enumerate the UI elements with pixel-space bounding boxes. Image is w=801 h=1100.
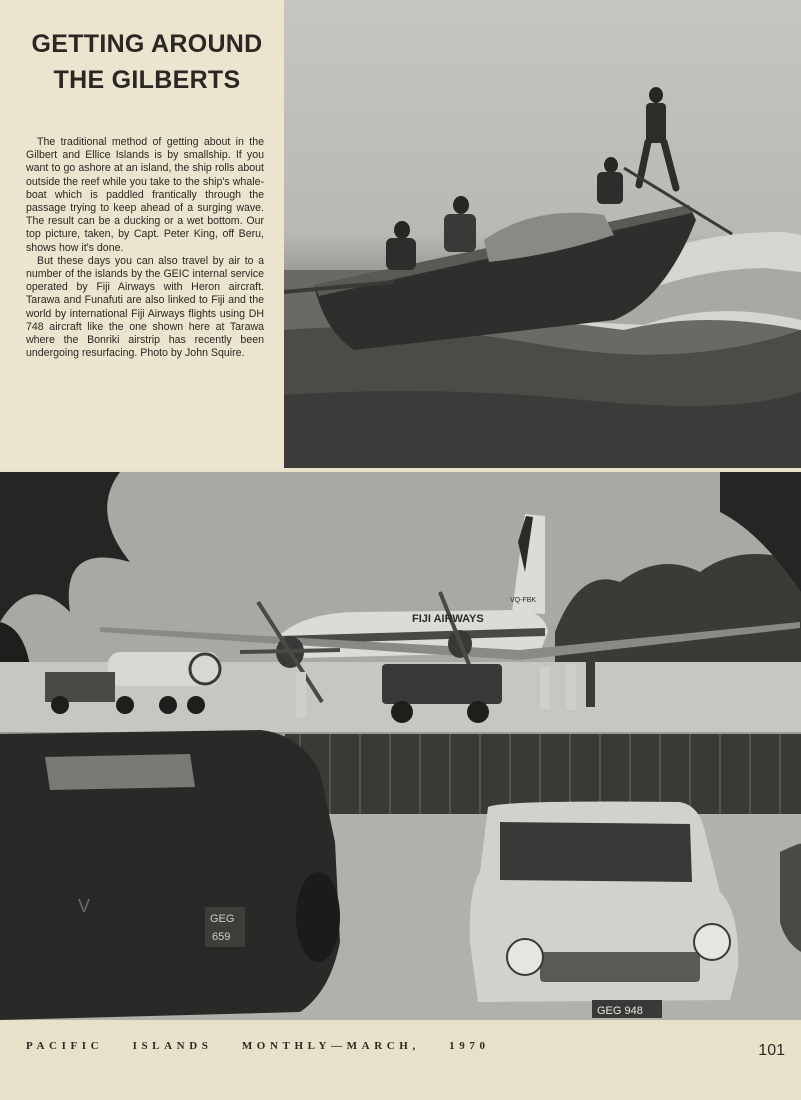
- title-line-1: GETTING AROUND: [31, 30, 263, 58]
- article-body: [26, 136, 264, 360]
- running-head-publication: PACIFIC: [26, 1040, 104, 1052]
- land-rover-plate-bottom: 659: [212, 931, 231, 943]
- running-head: [26, 1040, 512, 1052]
- page-footer: [0, 1020, 801, 1100]
- aircraft-livery-text: FIJI AIRWAYS: [412, 613, 484, 625]
- land-rover-plate-top: GEG: [210, 913, 235, 925]
- land-rover-door-letter: V: [78, 896, 91, 916]
- paragraph-1: The traditional method of getting about in the Gilbert and Ellice Islands is by smallship. If you want to go ashore at an island, the ship rolls about outside the reef while you take to the ship's whale-boat which is paddled frantically through the passage trying to keep ahead of a surging wave. The result can be a ducking or a wet bottom. Our top picture, taken, by Capt. Peter King, off Beru, shows how it's done.: [26, 136, 264, 254]
- whaleboat-illustration: [284, 0, 801, 468]
- title-line-2: THE GILBERTS: [53, 66, 241, 94]
- airstrip-illustration: [0, 472, 801, 1020]
- airstrip-photo: [0, 472, 801, 1020]
- article-text-column: [0, 0, 284, 470]
- paragraph-2: But these days you can also travel by air to a number of the islands by the GEIC internal service operated by Fiji Airways with Heron aircraft. Tarawa and Funafuti are also linked to Fiji and the world by international Fiji Airways flights using DH 748 aircraft like the one shown here at Tarawa where the Bonriki airstrip has recently been undergoing resurfacing. Photo by John Squire.: [26, 254, 264, 360]
- page-number: 101: [758, 1042, 785, 1059]
- article-title: [10, 26, 284, 98]
- whaleboat-photo: [284, 0, 801, 468]
- tail-registration-text: VQ-FBK: [510, 597, 537, 604]
- running-head-issue: MONTHLY—MARCH,: [241, 1040, 420, 1052]
- running-head-publication-2: ISLANDS: [132, 1040, 213, 1052]
- mini-plate-text: GEG 948: [597, 1005, 643, 1017]
- running-head-year: 1970: [449, 1040, 490, 1052]
